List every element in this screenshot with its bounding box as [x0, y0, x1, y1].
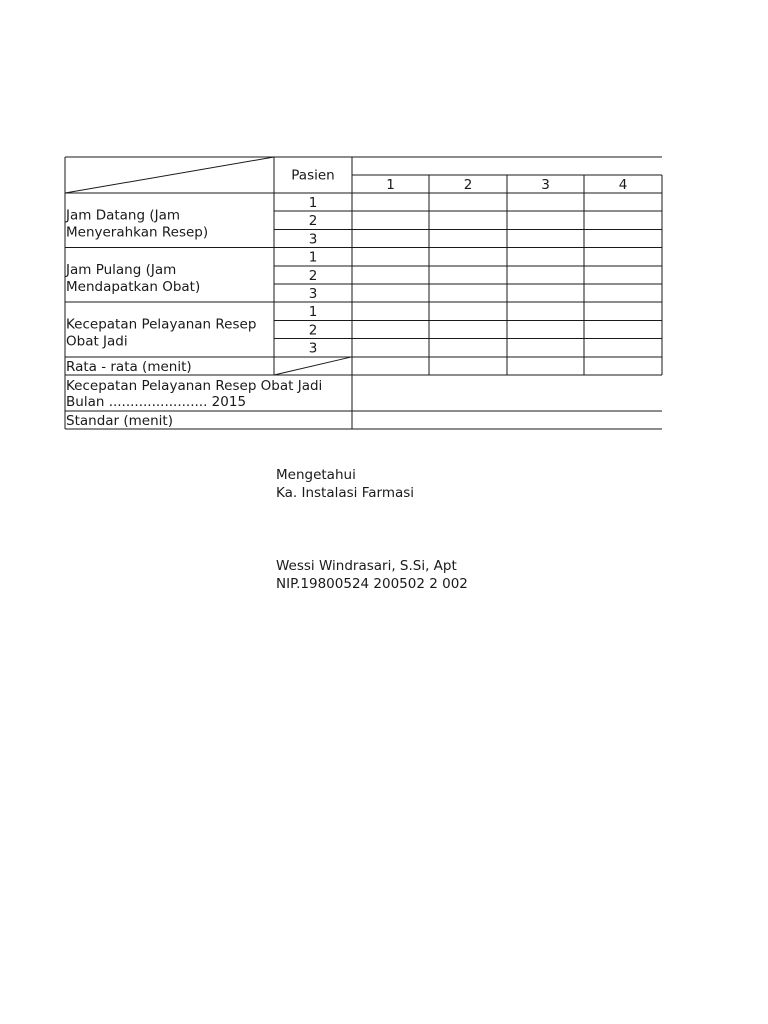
group-label-line: Jam Datang (Jam	[66, 207, 181, 224]
patient-column-number: 2	[463, 177, 473, 193]
group-label-line: Kecepatan Pelayanan Resep	[66, 316, 257, 333]
signatory-nip: NIP.19800524 200502 2 002	[276, 576, 468, 592]
pasien-label: Pasien	[291, 167, 335, 184]
rata-label: Rata - rata (menit)	[66, 358, 192, 375]
subrow-number: 2	[308, 322, 318, 339]
subrow-number: 3	[308, 286, 318, 302]
group-label-line: Menyerahkan Resep)	[66, 224, 209, 241]
header-diagonal	[65, 157, 274, 193]
table-grid	[65, 157, 665, 437]
patient-column-number: 1	[386, 177, 395, 193]
subrow-number: 1	[308, 249, 318, 266]
subrow-number: 1	[308, 304, 318, 321]
standar-label: Standar (menit)	[66, 413, 173, 429]
patient-column-number: 4	[618, 177, 628, 193]
acknowledged-label: Mengetahui	[276, 467, 356, 483]
subrow-number: 1	[308, 195, 318, 211]
subrow-number: 3	[308, 340, 318, 357]
monthly-label-line: Bulan ....................... 2015	[66, 394, 247, 410]
subrow-number: 2	[308, 213, 318, 230]
group-label-line: Mendapatkan Obat)	[66, 278, 201, 295]
subrow-number: 3	[308, 231, 318, 248]
subrow-number: 2	[308, 267, 318, 284]
group-label-line: Obat Jadi	[66, 333, 128, 350]
patient-column-number: 3	[541, 177, 550, 193]
prescription-service-table	[65, 157, 665, 437]
signatory-name: Wessi Windrasari, S.Si, Apt	[276, 558, 457, 574]
monthly-label-line: Kecepatan Pelayanan Resep Obat Jadi	[66, 378, 323, 394]
group-label-line: Jam Pulang (Jam	[66, 261, 177, 278]
rata-diagonal	[274, 357, 352, 375]
position-title: Ka. Instalasi Farmasi	[276, 485, 415, 501]
